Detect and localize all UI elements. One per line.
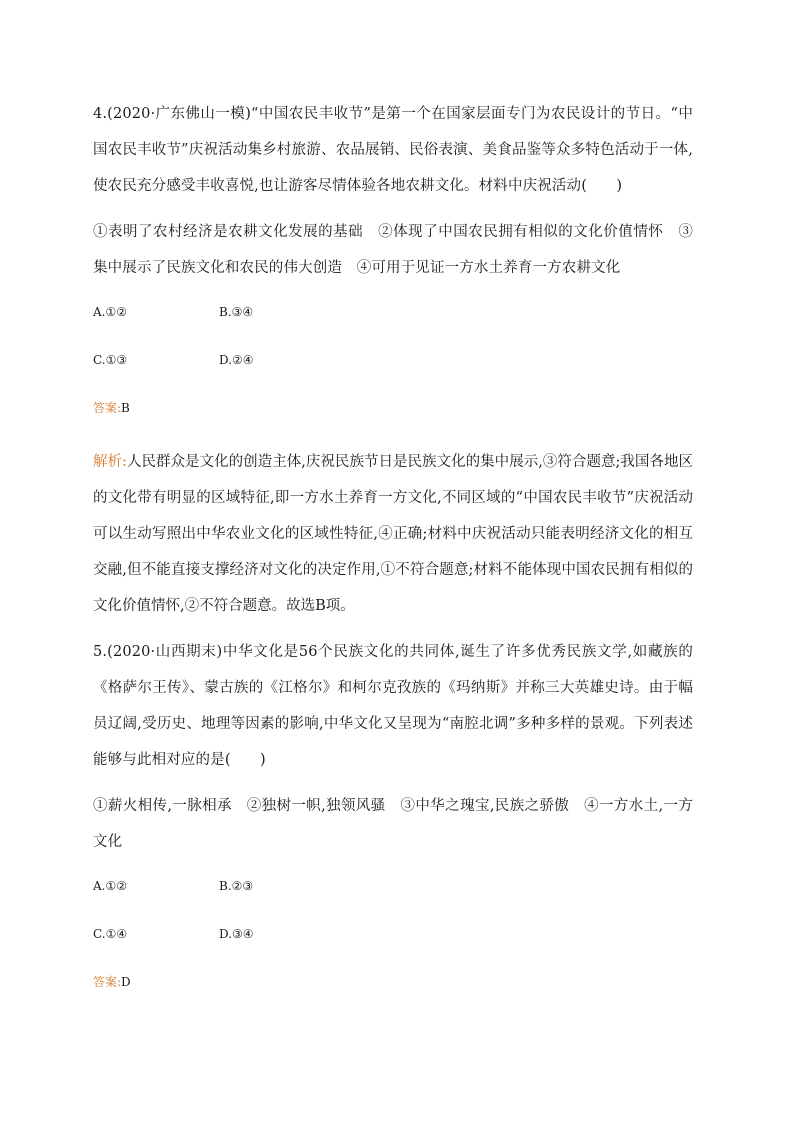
q4-option-a: A.①②: [93, 305, 127, 319]
q4-option-b: B.③④: [219, 305, 254, 319]
q5-option-a: A.①②: [93, 879, 127, 893]
q5-option-b: B.②③: [219, 879, 254, 893]
q4-stem: 4.(2020·广东佛山一模)“中国农民丰收节”是第一个在国家层面专门为农民设计的节日。“中国农民丰收节”庆祝活动集乡村旅游、农品展销、民俗表演、美食品鉴等众多特色活动于一体,使农民充分感受丰收喜悦,也让游客尽情体验各地农耕文化。材料中庆祝活动( ): [93, 106, 693, 194]
q5-options-row-1: [93, 874, 693, 898]
q5-option-d: D.③④: [219, 927, 254, 941]
q5-answer-value: D: [121, 975, 131, 989]
document-page: [93, 96, 693, 994]
q5-choices: ①薪火相传,一脉相承 ②独树一帜,独领风骚 ③中华之瑰宝,民族之骄傲 ④一方水土,一方文化: [93, 798, 693, 850]
q5-option-c: C.①④: [93, 927, 128, 941]
q4-choices: ①表明了农村经济是农耕文化发展的基础 ②体现了中国农民拥有相似的文化价值情怀 ③集中展示了民族文化和农民的伟大创造 ④可用于见证一方水土养育一方农耕文化: [93, 224, 693, 276]
q4-answer-label: 答案:: [93, 401, 122, 415]
q5-answer-label: 答案:: [93, 975, 122, 989]
q4-option-c: C.①③: [93, 353, 128, 367]
q4-analysis-label: 解析:: [93, 454, 127, 470]
q4-option-d: D.②④: [219, 353, 254, 367]
q4-options-row-2: [93, 348, 693, 372]
q5-stem: 5.(2020·山西期末)中华文化是56个民族文化的共同体,诞生了许多优秀民族文学,如藏族的《格萨尔王传》、蒙古族的《江格尔》和柯尔克孜族的《玛纳斯》并称三大英雄史诗。由于幅员辽阔,受历史、地理等因素的影响,中华文化又呈现为“南腔北调”多种多样的景观。下列表述能够与此相对应的是( ): [93, 644, 693, 768]
q5-options-row-2: [93, 922, 693, 946]
q4-analysis: [93, 444, 693, 624]
q4-answer-value: B: [121, 401, 130, 415]
q4-answer: [93, 396, 693, 420]
q4-options-row-1: [93, 300, 693, 324]
q4-analysis-text: 人民群众是文化的创造主体,庆祝民族节日是民族文化的集中展示,③符合题意;我国各地区的文化带有明显的区域特征,即一方水土养育一方文化,不同区域的“中国农民丰收节”庆祝活动可以生动写照出中华农业文化的区域性特征,④正确;材料中庆祝活动只能表明经济文化的相互交融,但不能直接支撑经济对文化的决定作用,①不符合题意;材料不能体现中国农民拥有相似的文化价值情怀,②不符合题意。故选B项。: [93, 454, 693, 614]
q5-answer: [93, 970, 693, 994]
